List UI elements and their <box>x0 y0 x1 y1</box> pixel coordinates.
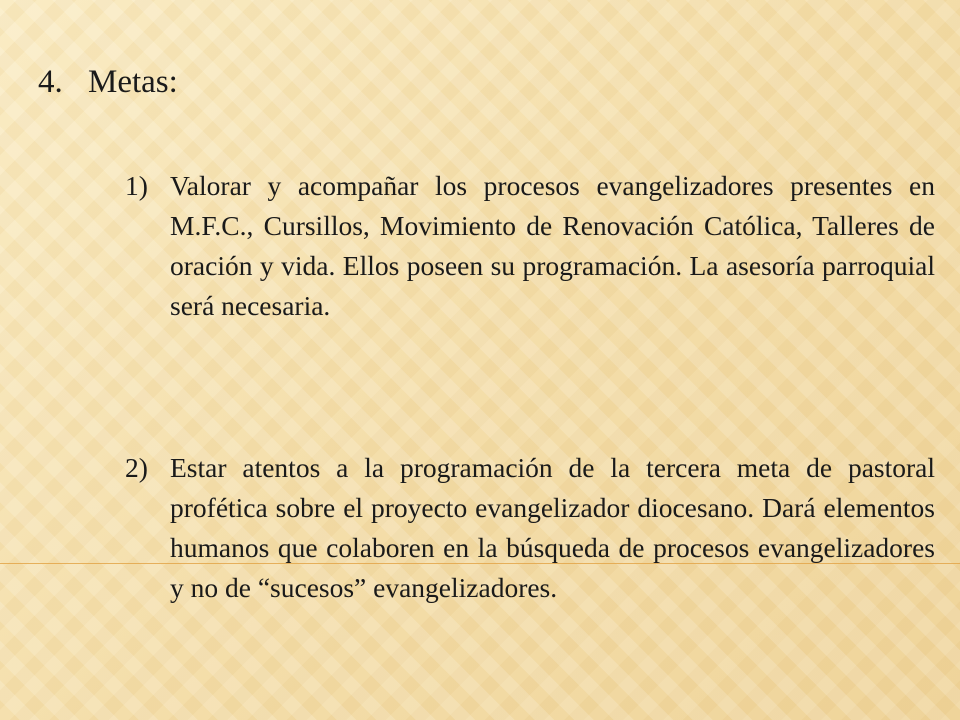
goal-item-1-text: Valorar y acompañar los procesos evangelizadores presentes en M.F.C., Cursillos, Movimiento de Renovación Católica, Talleres de oración y vida. Ellos poseen su programación. La asesoría parroquial será necesaria. <box>170 170 935 321</box>
goal-item-1-marker: 1) <box>125 170 148 201</box>
goal-item-2 <box>125 448 935 608</box>
goal-item-2-marker: 2) <box>125 452 148 483</box>
goal-item-1 <box>125 166 935 326</box>
heading-number: 4. <box>38 64 63 100</box>
heading-label: Metas: <box>88 64 178 100</box>
section-heading <box>38 60 178 104</box>
goal-item-2-text: Estar atentos a la programación de la tercera meta de pastoral profética sobre el proyecto evangelizador diocesano. Dará elementos humanos que colaboren en la búsqueda de procesos evangelizadores y no de “sucesos” evangelizadores. <box>170 452 935 603</box>
